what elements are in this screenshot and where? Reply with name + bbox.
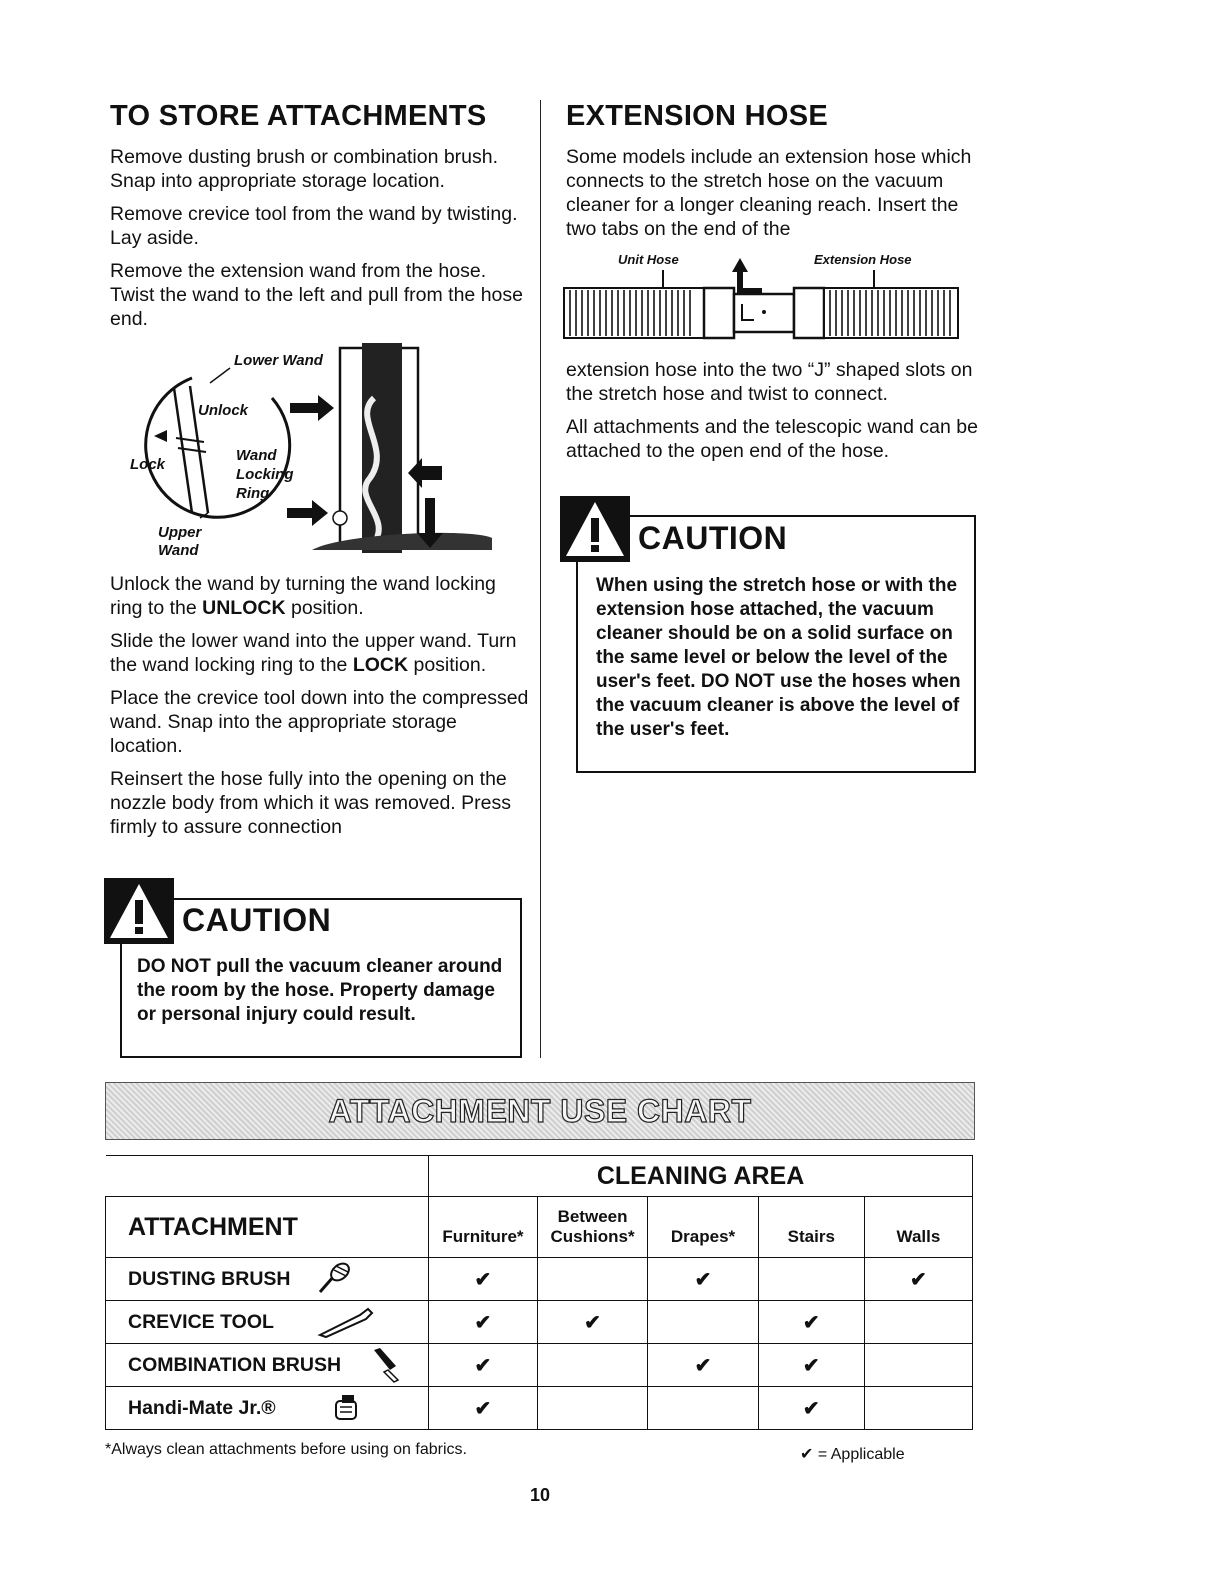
paragraph-text: Slide the lower wand into the upper wand. Turn the wand locking ring to the	[110, 630, 517, 676]
check-cell: ✔	[648, 1258, 758, 1301]
paragraph-text: Unlock the wand by turning the wand locking ring to the	[110, 573, 496, 619]
table-corner	[106, 1156, 429, 1197]
paragraph: Remove dusting brush or combination brush. Snap into appropriate storage location.	[110, 146, 499, 192]
check-cell: ✔	[429, 1258, 538, 1301]
section-title-store-attachments: TO STORE ATTACHMENTS	[110, 100, 487, 132]
paragraph: Remove crevice tool from the wand by twisting. Lay aside.	[110, 203, 518, 249]
hose-connection-icon	[562, 248, 962, 348]
table-row	[106, 1258, 973, 1301]
paragraph: Some models include an extension hose which connects to the stretch hose on the vacuum cleaner for a longer cleaning reach. Insert the two tabs on the end of the	[566, 146, 972, 240]
check-cell: ✔	[864, 1258, 972, 1301]
check-cell: ✔	[537, 1301, 648, 1344]
area-header-between-cushions: Between Cushions*	[537, 1197, 648, 1258]
dusting-brush-icon	[316, 1262, 352, 1296]
check-cell	[758, 1258, 864, 1301]
check-cell	[864, 1344, 972, 1387]
label-wand-locking-ring: Wand Locking Ring	[236, 447, 294, 502]
warning-triangle-icon	[104, 878, 174, 944]
check-cell: ✔	[758, 1344, 864, 1387]
attachment-use-chart-banner	[105, 1082, 975, 1140]
check-cell	[537, 1387, 648, 1430]
hose-illustration	[562, 248, 962, 348]
table-row	[106, 1301, 973, 1344]
check-cell	[648, 1301, 758, 1344]
paragraph: All attachments and the telescopic wand can be attached to the open end of the hose.	[566, 416, 978, 462]
left-column	[110, 100, 530, 340]
paragraph: Place the crevice tool down into the compressed wand. Snap into the appropriate storage location.	[110, 687, 529, 757]
check-cell: ✔	[429, 1344, 538, 1387]
area-header-furniture: Furniture*	[429, 1197, 538, 1258]
row-name-cell	[106, 1387, 429, 1430]
row-name-cell	[106, 1258, 429, 1301]
attachment-use-table	[105, 1155, 973, 1430]
cleaning-area-header: CLEANING AREA	[429, 1156, 973, 1197]
check-cell	[537, 1258, 648, 1301]
crevice-tool-icon	[316, 1305, 376, 1339]
paragraph	[110, 572, 530, 620]
area-header-drapes: Drapes*	[648, 1197, 758, 1258]
check-cell: ✔	[429, 1387, 538, 1430]
area-header-stairs: Stairs	[758, 1197, 864, 1258]
handi-mate-icon	[332, 1393, 362, 1423]
combination-brush-icon	[368, 1346, 402, 1384]
paragraph: Remove the extension wand from the hose. Twist the wand to the left and pull from the hose end.	[110, 260, 523, 330]
paragraph: Reinsert the hose fully into the opening on the nozzle body from which it was removed. Press firmly to assure connection	[110, 768, 511, 838]
label-lower-wand: Lower Wand	[234, 352, 323, 369]
attachment-header: ATTACHMENT	[106, 1197, 429, 1258]
label-unlock: Unlock	[198, 402, 249, 419]
page-number: 10	[529, 1485, 551, 1505]
check-cell	[537, 1344, 648, 1387]
chart-footnote: *Always clean attachments before using on fabrics.	[105, 1441, 467, 1458]
paragraph-text: position.	[408, 654, 487, 676]
caution-text-right: When using the stretch hose or with the extension hose attached, the vacuum cleaner should be on a solid surface on the same level or below the level of the user's feet. DO NOT use the hoses when the vacuum cleaner is above the level of the user's feet.	[596, 575, 961, 740]
right-column	[566, 100, 986, 250]
attachment-name: CREVICE TOOL	[128, 1310, 274, 1333]
right-column-lower	[566, 358, 986, 472]
caution-text-left: DO NOT pull the vacuum cleaner around the room by the hose. Property damage or personal injury could result.	[137, 956, 503, 1025]
label-upper-wand: Upper Wand	[158, 524, 202, 559]
check-cell: ✔	[429, 1301, 538, 1344]
column-divider	[540, 100, 541, 1058]
check-cell: ✔	[758, 1387, 864, 1430]
check-cell	[864, 1387, 972, 1430]
wand-illustration	[112, 338, 512, 570]
attachment-name: Handi-Mate Jr.®	[128, 1396, 276, 1419]
area-header-walls: Walls	[864, 1197, 972, 1258]
check-cell	[864, 1301, 972, 1344]
check-cell	[648, 1387, 758, 1430]
table-row	[106, 1344, 973, 1387]
caution-title-left: CAUTION	[182, 902, 332, 938]
row-name-cell	[106, 1301, 429, 1344]
paragraph: extension hose into the two “J” shaped slots on the stretch hose and twist to connect.	[566, 359, 973, 405]
paragraph	[110, 629, 530, 677]
caution-title-right: CAUTION	[638, 520, 788, 556]
bold-term-lock: LOCK	[352, 654, 409, 676]
section-title-extension-hose: EXTENSION HOSE	[566, 100, 829, 132]
left-column-lower	[110, 572, 530, 848]
label-unit-hose: Unit Hose	[618, 252, 679, 267]
check-cell: ✔	[758, 1301, 864, 1344]
banner-title: ATTACHMENT USE CHART	[328, 1093, 752, 1129]
chart-legend: ✔ = Applicable	[800, 1446, 905, 1463]
attachment-name: DUSTING BRUSH	[128, 1267, 291, 1290]
label-lock: Lock	[130, 456, 166, 473]
attachment-name: COMBINATION BRUSH	[128, 1353, 342, 1376]
bold-term-unlock: UNLOCK	[202, 597, 286, 619]
table-row	[106, 1387, 973, 1430]
check-cell: ✔	[648, 1344, 758, 1387]
warning-triangle-icon	[560, 496, 630, 562]
paragraph-text: position.	[285, 597, 364, 619]
label-extension-hose: Extension Hose	[814, 252, 912, 267]
row-name-cell	[106, 1344, 429, 1387]
